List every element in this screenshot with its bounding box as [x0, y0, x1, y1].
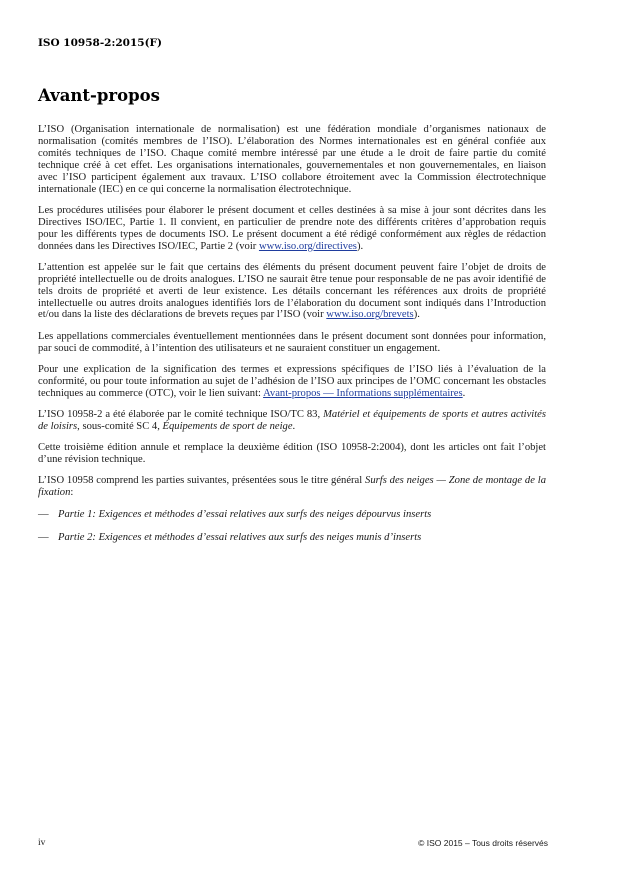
foreword-body: [38, 124, 546, 555]
paragraph-trade-names: Les appellations commerciales éventuellement mentionnées dans le présent document sont données pour information, par souci de commodité, à l’intention des utilisateurs et ne sauraient constituer un engagement.: [38, 330, 546, 354]
paragraph-iso-intro: L’ISO (Organisation internationale de normalisation) est une fédération mondiale d’organismes nationaux de normalisation (comités membres de l’ISO). L’élaboration des Normes internationales est en général confiée aux comités techniques de l’ISO. Chaque comité membre intéressé par une étude a le droit de faire partie du comité technique créé à cet effet. Les organisations internationales, gouvernementales et non gouvernementales, en liaison avec l’ISO participent également aux travaux. L’ISO collabore étroitement avec la Commission électrotechnique internationale (IEC) en ce qui concerne la normalisation électrotechnique.: [38, 124, 546, 195]
patents-link[interactable]: www.iso.org/brevets: [326, 309, 414, 321]
paragraph-parts-intro: L’ISO 10958 comprend les parties suivantes, présentées sous le titre général Surfs des neiges — Zone de montage de la fixation:: [38, 475, 546, 499]
supplementary-info-link[interactable]: Avant-propos — Informations supplémentaires: [263, 387, 463, 399]
paragraph-conformity: Pour une explication de la signification des termes et expressions spécifiques de l’ISO liés à l’évaluation de la conformité, ou pour toute information au sujet de l’adhésion de l’ISO aux principes de l’OMC concernant les obstacles techniques au commerce (OTC), voir le lien suivant: Avant-propos — Informations supplémentaires.: [38, 363, 546, 399]
paragraph-committee: L’ISO 10958-2 a été élaborée par le comité technique ISO/TC 83, Matériel et équipements de sports et autres activités de loisirs, sous-comité SC 4, Équipements de sport de neige.: [38, 409, 546, 432]
section-title: Avant-propos: [38, 86, 160, 105]
copyright-notice: © ISO 2015 – Tous droits réservés: [418, 838, 548, 848]
directives-link[interactable]: www.iso.org/directives: [258, 240, 357, 252]
paragraph-edition: Cette troisième édition annule et remplace la deuxième édition (ISO 10958-2:2004), dont les articles ont fait l’objet d’une révision technique.: [38, 442, 546, 466]
paragraph-patents: L’attention est appelée sur le fait que certains des éléments du présent document peuvent faire l’objet de droits de propriété intellectuelle ou de droits analogues. L’ISO ne saurait être tenue pour responsable de ne pas avoir identifié de tels droits de propriété et averti de leur existence. Les détails concernant les références aux droits de propriété intellectuelle ou autres droits analogues identifiés lors de l’élaboration du document sont indiqués dans l’Introduction et/ou dans la liste des déclarations de brevets reçues par l’ISO (voir www.iso.org/brevets).: [38, 261, 546, 321]
list-item-part-2: — Partie 2: Exigences et méthodes d’essai relatives aux surfs des neiges munis d’inserts: [38, 531, 422, 543]
list-item-part-1: — Partie 1: Exigences et méthodes d’essai relatives aux surfs des neiges dépourvus inserts: [38, 508, 432, 520]
dash-bullet: —: [38, 508, 49, 520]
page-number: iv: [38, 838, 46, 848]
document-identifier: ISO 10958-2:2015(F): [38, 37, 162, 49]
dash-bullet: —: [38, 531, 49, 543]
paragraph-procedures: Les procédures utilisées pour élaborer le présent document et celles destinées à sa mise à jour sont décrites dans les Directives ISO/IEC, Partie 1. Il convient, en particulier de prendre note des différents critères d’approbation requis pour les différents types de documents ISO. Le présent document a été rédigé conformément aux règles de rédaction données dans les Directives ISO/IEC, Partie 2 (voir www.iso.org/directives).: [38, 204, 546, 252]
